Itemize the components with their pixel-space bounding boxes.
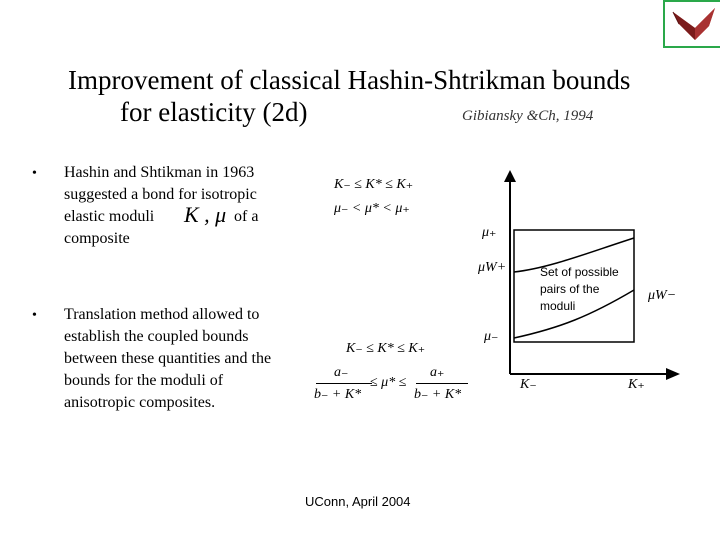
frac-left-bar bbox=[316, 383, 372, 384]
region-label-line-3: moduli bbox=[540, 299, 576, 313]
citation: Gibiansky &Ch, 1994 bbox=[462, 108, 594, 124]
bullet-1-line-1: Hashin and Shtikman in 1963 bbox=[64, 164, 255, 181]
bullet-2-line-4: bounds for the moduli of bbox=[64, 372, 224, 389]
region-label-line-1: Set of possible bbox=[540, 265, 619, 279]
saddle-surface-icon bbox=[665, 2, 720, 46]
bullet-1-line-4: composite bbox=[64, 230, 130, 247]
frac-left-denominator: b₋ + K* bbox=[314, 387, 362, 402]
bullet-1-inline-after: of a bbox=[234, 208, 259, 225]
frac-middle: ≤ μ* ≤ bbox=[370, 375, 407, 390]
region-label-line-2: pairs of the bbox=[540, 282, 600, 296]
coupled-bound-k: K₋ ≤ K* ≤ K₊ bbox=[346, 341, 426, 356]
frac-right-numerator: a₊ bbox=[430, 365, 445, 380]
bullet-marker-2: • bbox=[32, 308, 37, 323]
coupled-bound-mu bbox=[312, 364, 472, 408]
slide-title-line2: for elasticity (2d) bbox=[120, 97, 308, 127]
hs-bound-mu: μ₋ < μ* < μ₊ bbox=[334, 201, 410, 216]
frac-right-bar bbox=[416, 383, 468, 384]
label-k-minus: K₋ bbox=[520, 377, 537, 392]
x-axis-arrow-icon bbox=[666, 368, 680, 380]
bullet-2-line-5: anisotropic composites. bbox=[64, 394, 216, 411]
inline-math-k-mu: K , μ bbox=[184, 202, 227, 227]
label-mu-minus: μ₋ bbox=[484, 329, 499, 344]
footer: UConn, April 2004 bbox=[305, 494, 411, 509]
frac-right-denominator: b₋ + K* bbox=[414, 387, 462, 402]
bullet-1-line-2: suggested a bond for isotropic bbox=[64, 186, 257, 203]
label-mu-plus: μ₊ bbox=[482, 225, 497, 240]
slide-title-line1: Improvement of classical Hashin-Shtrikman bounds bbox=[68, 65, 631, 95]
y-axis-arrow-icon bbox=[504, 170, 516, 182]
bullet-1-line-3: elastic moduli bbox=[64, 208, 155, 225]
logo-image bbox=[663, 0, 720, 48]
label-k-plus: K₊ bbox=[628, 377, 645, 392]
label-mu-w-minus: μW− bbox=[648, 288, 677, 303]
bullet-2-line-2: establish the coupled bounds bbox=[64, 328, 249, 345]
bullet-2-line-1: Translation method allowed to bbox=[64, 306, 260, 323]
bullet-marker-1: • bbox=[32, 166, 37, 181]
label-mu-w-plus: μW+ bbox=[478, 260, 507, 275]
bullet-2-line-3: between these quantities and the bbox=[64, 350, 272, 367]
region-label bbox=[540, 264, 619, 315]
hs-bound-k: K₋ ≤ K* ≤ K₊ bbox=[334, 177, 414, 192]
frac-left-numerator: a₋ bbox=[334, 365, 349, 380]
